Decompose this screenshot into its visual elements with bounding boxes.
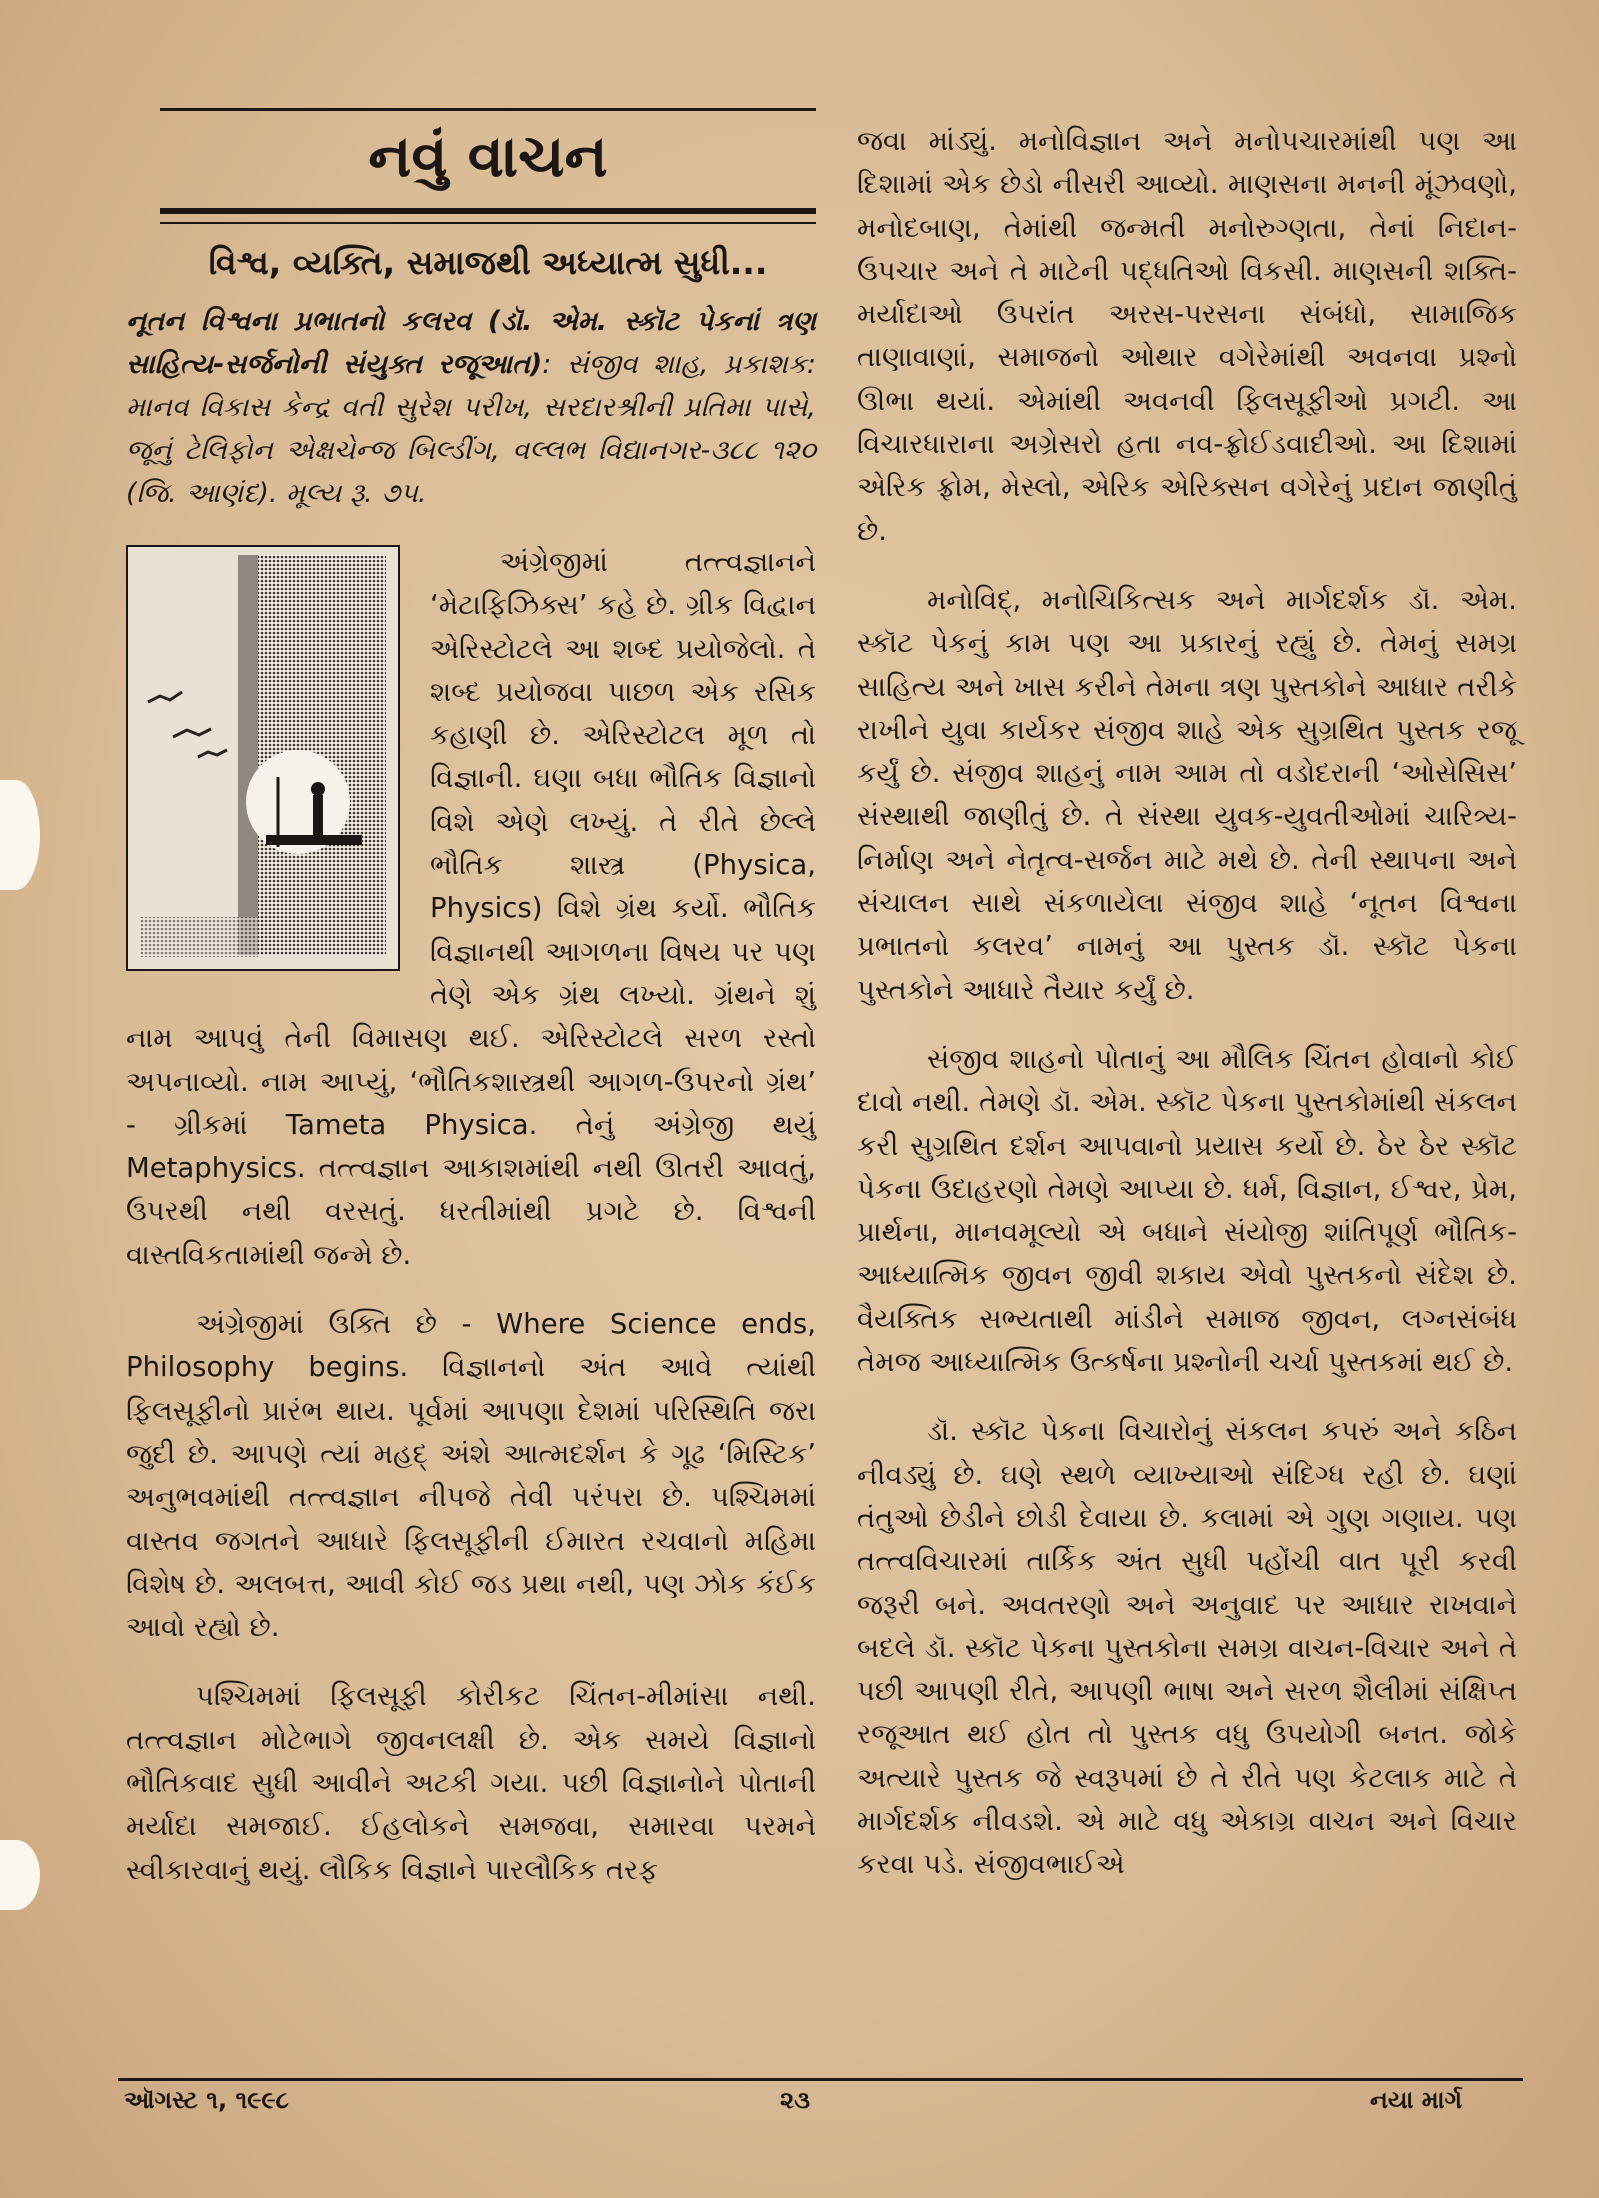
right-column: [857, 120, 1517, 1887]
section-title: નવું વાચન: [368, 122, 608, 190]
title-rule-thin: [160, 222, 816, 224]
left-column: [126, 300, 816, 1892]
book-metadata: [126, 300, 816, 515]
book-details: : સંજીવ શાહ, પ્રકાશક: માનવ વિકાસ કેન્દ્ર વતી સુરેશ પરીખ, સરદારશ્રીની પ્રતિમા પાસે, જૂનું ટેલિફોન એક્ષચેન્જ બિલ્ડીંગ, વલ્લભ વિદ્યાનગર-૩૮૮ ૧૨૦ (જિ. આણંદ). મૂલ્ય રૂ. ૭૫.: [126, 349, 816, 509]
footer-date: ઑગસ્ટ ૧, ૧૯૯૮: [124, 2086, 289, 2114]
review-paragraph: પશ્ચિમમાં ફિલસૂફી કોરીકટ ચિંતન-મીમાંસા નથી. તત્ત્વજ્ઞાન મોટેભાગે જીવનલક્ષી છે. એક સમયે વિજ્ઞાનો ભૌતિકવાદ સુધી આવીને અટકી ગયા. પછી વિજ્ઞાનોને પોતાની મર્યાદા સમજાઈ. ઈહલોકને સમજવા, સમારવા પરમને સ્વીકારવાનું થયું. લૌકિક વિજ્ઞાને પારલૌકિક તરફ: [126, 1680, 816, 1886]
publication-name: નયા માર્ગ: [1370, 2086, 1463, 2114]
review-paragraph: અંગ્રેજીમાં ઉક્તિ છે - Where Science ends, Philosophy begins. વિજ્ઞાનનો અંત આવે ત્યાંથી ફિલસૂફીનો પ્રારંભ થાય. પૂર્વમાં આપણા દેશમાં પરિસ્થિતિ જરા જુદી છે. આપણે ત્યાં મહદ્ અંશે આત્મદર્શન કે ગૂઢ ‘મિસ્ટિક’ અનુભવમાંથી તત્ત્વજ્ઞાન નીપજે તેવી પરંપરા છે. પશ્ચિમમાં વાસ્તવ જગતને આધારે ફિલસૂફીની ઈમારત રચવાનો મહિમા વિશેષ છે. અલબત્ત, આવી કોઈ જડ પ્રથા નથી, પણ ઝોક કંઈક આવો રહ્યો છે.: [126, 1308, 816, 1644]
review-paragraph: ડૉ. સ્કૉટ પેકના વિચારોનું સંકલન કપરું અને કઠિન નીવડ્યું છે. ઘણે સ્થળે વ્યાખ્યાઓ સંદિગ્ધ રહી છે. ઘણાં તંતુઓ છેડીને છોડી દેવાયા છે. કલામાં એ ગુણ ગણાય. પણ તત્ત્વવિચારમાં તાર્કિક અંત સુધી પહોંચી વાત પૂરી કરવી જરૂરી બને. અવતરણો અને અનુવાદ પર આધાર રાખવાને બદલે ડૉ. સ્કૉટ પેકના પુસ્તકોના સમગ્ર વાચન-વિચાર અને તે પછી આપણી રીતે, આપણી ભાષા અને સરળ શૈલીમાં સંક્ષિપ્ત રજૂઆત થઈ હોત તો પુસ્તક વધુ ઉપયોગી બનત. જોકે અત્યારે પુસ્તક જે સ્વરૂપમાં છે તે રીતે પણ કેટલાક માટે તે માર્ગદર્શક નીવડશે. એ માટે વધુ એકાગ્ર વાચન અને વિચાર કરવા પડે. સંજીવભાઈએ: [857, 1415, 1517, 1881]
book-title: નૂતન વિશ્વના પ્રભાતનો કલરવ (ડૉ. એમ. સ્કૉટ પેકનાં ત્રણ સાહિત્ય-સર્જનોની સંયુક્ત રજૂઆત): [126, 306, 816, 380]
review-paragraph: જવા માંડ્યું. મનોવિજ્ઞાન અને મનોપચારમાંથી પણ આ દિશામાં એક છેડો નીસરી આવ્યો. માણસના મનની મૂંઝવણો, મનોદબાણ, તેમાંથી જન્મતી મનોરુગ્ણતા, તેનાં નિદાન- ઉપચાર અને તે માટેની પદ્ધતિઓ વિકસી. માણસની શક્તિ-મર્યાદાઓ ઉપરાંત અરસ-પરસના સંબંધો, સામાજિક તાણાવાણાં, સમાજનો ઓથાર વગેરેમાંથી અવનવા પ્રશ્નો ઊભા થયાં. એમાંથી અવનવી ફિલસૂફીઓ પ્રગટી. આ વિચારધારાના અગ્રેસરો હતા નવ-ફ્રોઈડવાદીઓ. આ દિશામાં એરિક ફ્રોમ, મેસ્લો, એરિક એરિક્સન વગેરેનું પ્રદાન જાણીતું છે.: [857, 125, 1517, 547]
page-number: ૨૩: [780, 2086, 811, 2114]
review-paragraph: મનોવિદ્, મનોચિકિત્સક અને માર્ગદર્શક ડૉ. એમ. સ્કૉટ પેકનું કામ પણ આ પ્રકારનું રહ્યું છે. તેમનું સમગ્ર સાહિત્ય અને ખાસ કરીને તેમના ત્રણ પુસ્તકોને આધાર તરીકે રાખીને યુવા કાર્યકર સંજીવ શાહે એક સુગ્રથિત પુસ્તક રજૂ કર્યું છે. સંજીવ શાહનું નામ આમ તો વડોદરાની ‘ઓસેસિસ’ સંસ્થાથી જાણીતું છે. તે સંસ્થા યુવક-યુવતીઓમાં ચારિત્ર્ય-નિર્માણ અને નેતૃત્વ-સર્જન માટે મથે છે. તેની સ્થાપના અને સંચાલન સાથે સંકળાયેલા સંજીવ શાહે ‘નૂતન વિશ્વના પ્રભાતનો કલરવ’ નામનું આ પુસ્તક ડૉ. સ્કૉટ પેકના પુસ્તકોને આધારે તૈયાર કર્યું છે.: [857, 583, 1517, 1006]
book-cover-illustration: [128, 547, 398, 969]
footer-rule: [118, 2078, 1523, 2081]
review-paragraph: સંજીવ શાહનો પોતાનું આ મૌલિક ચિંતન હોવાનો કોઈ દાવો નથી. તેમણે ડૉ. એમ. સ્કૉટ પેકના પુસ્તકોમાંથી સંકલન કરી સુગ્રથિત દર્શન આપવાનો પ્રયાસ કર્યો છે. ઠેર ઠેર સ્કૉટ પેકના ઉદાહરણો તેમણે આપ્યા છે. ધર્મ, વિજ્ઞાન, ઈશ્વર, પ્રેમ, પ્રાર્થના, માનવમૂલ્યો એ બધાને સંયોજી શાંતિપૂર્ણ ભૌતિક-આધ્યાત્મિક જીવન જીવી શકાય એવો પુસ્તકનો સંદેશ છે. વૈયક્તિક સભ્યતાથી માંડીને સમાજ જીવન, લગ્નસંબંધ તેમજ આધ્યાત્મિક ઉત્કર્ષના પ્રશ્નોની ચર્ચા પુસ્તકમાં થઈ છે.: [857, 1042, 1517, 1379]
book-cover-image: [126, 545, 400, 971]
review-paragraph: અંગ્રેજીમાં તત્ત્વજ્ઞાનને ‘મેટાફિઝિક્સ’ કહે છે. ગ્રીક વિદ્વાન એરિસ્ટોટલે આ શબ્દ પ્રયોજેલો. તે શબ્દ પ્રયોજવા પાછળ એક રસિક કહાણી છે. એરિસ્ટોટલ મૂળ તો વિજ્ઞાની. ઘણા બધા ભૌતિક વિજ્ઞાનો વિશે એણે લખ્યું. તે રીતે છેલ્લે ભૌતિક શાસ્ત્ર (Physica, Physics) વિશે ગ્રંથ કર્યો. ભૌતિક વિજ્ઞાનથી આગળના વિષય પર પણ તેણે એક ગ્રંથ લખ્યો. ગ્રંથને શું નામ આપવું તેની વિમાસણ થઈ. એરિસ્ટોટલે સરળ રસ્તો અપનાવ્યો. નામ આપ્યું, ‘ભૌતિકશાસ્ત્રથી આગળ-ઉપરનો ગ્રંથ’ - ગ્રીકમાં Tameta Physica. તેનું અંગ્રેજી થયું Metaphysics. તત્ત્વજ્ઞાન આકાશમાંથી નથી ઊતરી આવતું, ઉપરથી નથી વરસતું. ધરતીમાંથી પ્રગટે છે. વિશ્વની વાસ્તવિકતામાંથી જન્મે છે.: [126, 546, 816, 1271]
review-headline: વિશ્વ, વ્યક્તિ, સમાજથી અધ્યાત્મ સુધી...: [208, 243, 768, 282]
title-rule: [160, 208, 816, 214]
top-rule: [160, 108, 816, 111]
